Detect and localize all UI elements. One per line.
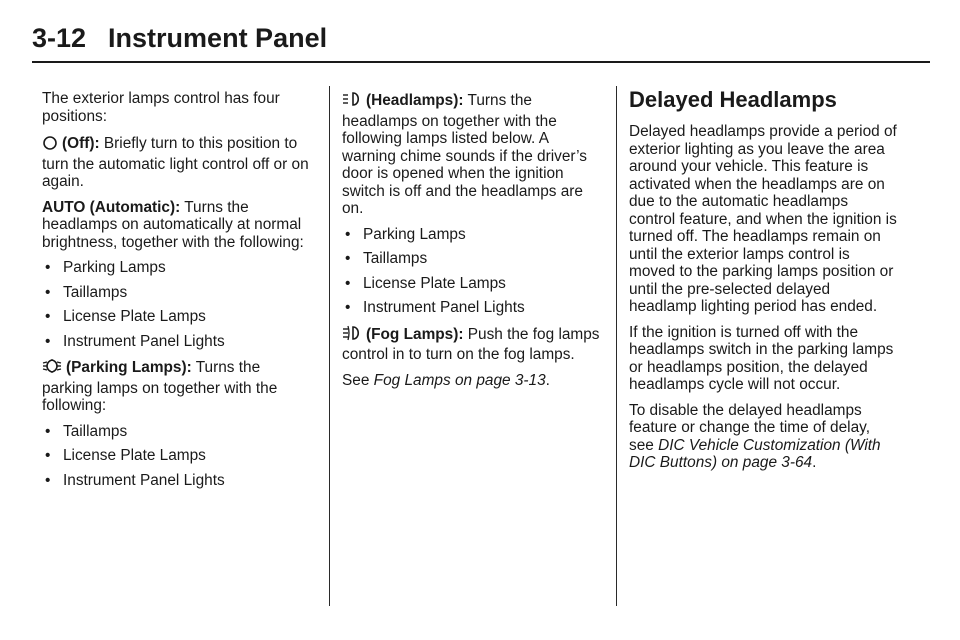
see-reference: See Fog Lamps on page 3-13.	[342, 371, 550, 389]
headlamps-term: (Headlamps):	[366, 92, 464, 109]
column-divider	[329, 86, 330, 606]
list-item: • Parking Lamps	[345, 225, 466, 243]
headlamps-icon	[342, 90, 362, 113]
page-number: 3-12	[32, 23, 87, 53]
list-item: • Instrument Panel Lights	[345, 299, 525, 316]
auto-lamp-list	[42, 259, 312, 350]
headlamp-lamp-list	[342, 226, 604, 317]
fog-lamps-link[interactable]: Fog Lamps on page 3-13	[373, 371, 546, 389]
list-item: • Instrument Panel Lights	[45, 471, 225, 489]
auto-position	[42, 199, 312, 252]
list-item: • License Plate Lamps	[345, 274, 506, 292]
fog-lamps-term: (Fog Lamps):	[366, 325, 464, 343]
auto-description: Turns the headlamps on automatically at normal brightness, together with the following:	[42, 198, 304, 251]
page-heading	[32, 18, 327, 58]
off-term: (Off):	[62, 135, 100, 152]
paragraph: To disable the delayed headlamps feature or change the time of delay, see DIC Vehicle Customization (With DIC Buttons) on page 3-64.	[629, 401, 881, 471]
headlamps-position	[342, 90, 604, 218]
parking-lamps-icon	[42, 357, 62, 380]
paragraph: Delayed headlamps provide a period of exterior lighting as you leave the area around your vehicle. This feature is activated when the headlamps are on due to the automatic headlamps control feature, and when the ignition is turned off. The headlamps remain on until the exterior lamps control is moved to the parking lamps position or until the pre-selected delayed headlamp lighting period has ended.	[629, 123, 897, 315]
light-off-icon	[42, 133, 58, 156]
headlamps-description: Turns the headlamps on together with the following lamps listed below. A warning chime sounds if the driver’s door is opened when the ignition switch is off and the headlamps are on.	[342, 92, 587, 217]
page-header	[32, 18, 930, 62]
column-2	[342, 90, 604, 397]
column-3	[629, 86, 897, 480]
dic-customization-link[interactable]: DIC Vehicle Customization (With DIC Buttons) on page 3-64	[629, 436, 881, 471]
page-title: Instrument Panel	[108, 23, 328, 53]
header-rule	[32, 61, 930, 63]
column-divider	[616, 86, 617, 606]
parking-position	[42, 357, 312, 415]
intro-text: The exterior lamps control has four positions:	[42, 90, 280, 125]
list-item: • License Plate Lamps	[45, 308, 206, 325]
off-position	[42, 133, 312, 191]
column-1	[42, 90, 312, 496]
fog-lamps-description: Push the fog lamps control in to turn on the fog lamps.	[342, 325, 600, 363]
list-item: • Parking Lamps	[45, 259, 166, 276]
list-item: • Taillamps	[345, 250, 428, 267]
section-heading: Delayed Headlamps	[629, 87, 837, 112]
parking-term: (Parking Lamps):	[66, 359, 192, 376]
off-description: Briefly turn to this position to turn the automatic light control off or on again.	[42, 135, 309, 190]
list-item: • Taillamps	[45, 422, 128, 440]
list-item: • Instrument Panel Lights	[45, 332, 225, 350]
auto-term: AUTO (Automatic):	[42, 198, 181, 216]
list-item: • Taillamps	[45, 283, 128, 301]
list-item: • License Plate Lamps	[45, 447, 206, 464]
paragraph: If the ignition is turned off with the headlamps switch in the parking lamps or headlamps position, the delayed headlamps cycle will not occur.	[629, 323, 894, 393]
parking-description: Turns the parking lamps on together with the following:	[42, 359, 278, 414]
parking-lamp-list	[42, 423, 312, 490]
fog-lamps-icon	[342, 324, 362, 347]
fog-lamps-position	[342, 324, 604, 364]
